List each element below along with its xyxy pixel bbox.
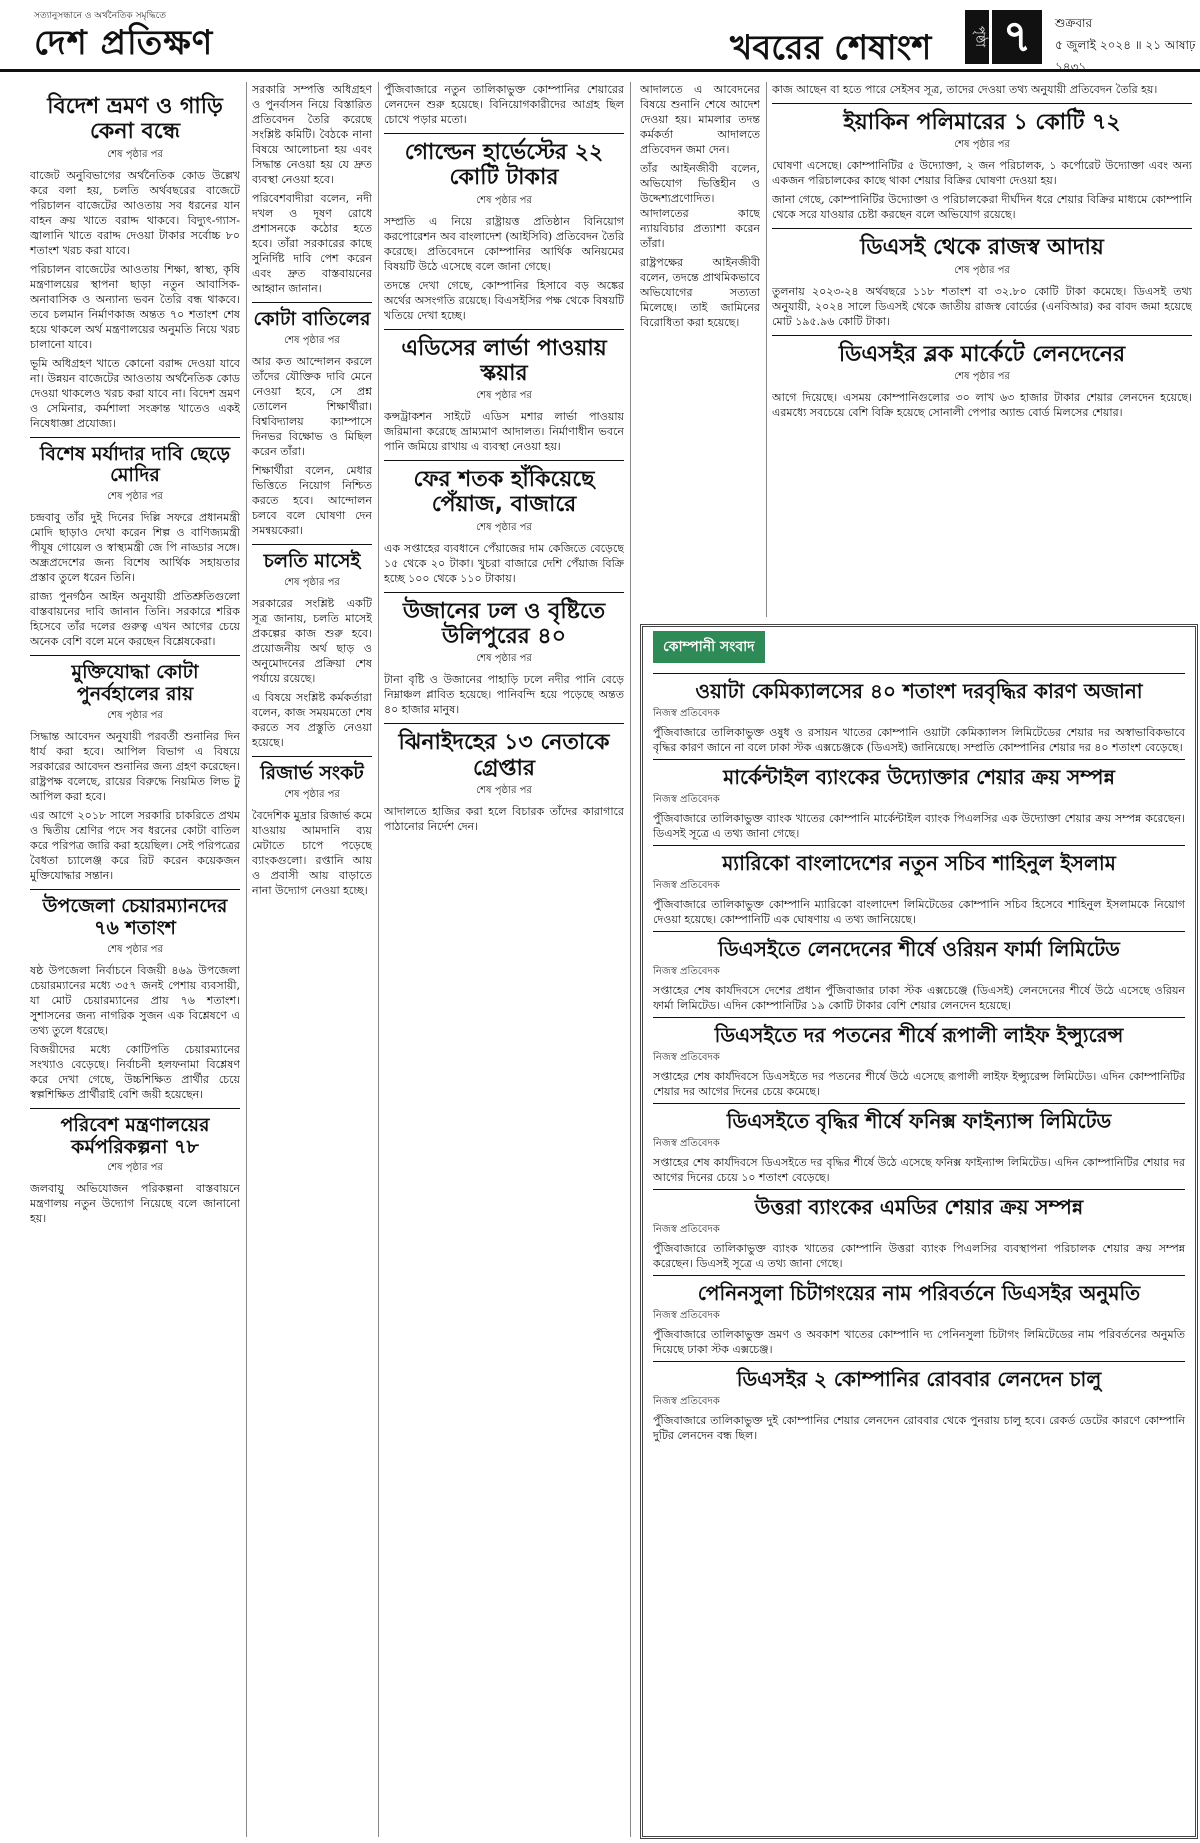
reporter-byline: নিজস্ব প্রতিবেদক [653,966,720,977]
company-news-body: সপ্তাহের শেষ কার্যদিবসে দেশের প্রধান পুঁজিবাজার ঢাকা স্টক এক্সচেঞ্জে (ডিএসই) লেনদেনের শীর্ষে উঠে এসেছে ওরিয়ন ফার্মা লিমিটেড। এদিন কোম্পানিটির ১৯ কোটি টাকার বেশি শেয়ার লেনদেন হয়েছে। [653,984,1185,1012]
article-paragraph: বিজয়ীদের মধ্যে কোটিপতি চেয়ারম্যানের সংখ্যাও বেড়েছে। নির্বাচনী হলফনামা বিশ্লেষণ করে দেখা গেছে, উচ্চশিক্ষিত প্রার্থীর চেয়ে স্বল্পশিক্ষিত প্রার্থীরাই বেশি জয়ী হয়েছেন। [30,1042,240,1101]
jump-line: শেষ পৃষ্ঠার পর [107,491,163,503]
headline-quota-abolition[interactable]: কোটা বাতিলের [252,302,372,331]
headline-this-month[interactable]: চলতি মাসেই [252,544,372,573]
jump-line: শেষ পৃষ্ঠার পর [476,390,532,402]
article-paragraph: পরিবেশবাদীরা বলেন, নদী দখল ও দূষণ রোধে প্রশাসনকে কঠোর হতে হবে। তাঁরা সরকারের কাছে সুনির্দিষ্ট দাবি পেশ করেন এবং দ্রুত বাস্তবায়নের আহ্বান জানান। [252,192,372,295]
reporter-byline: নিজস্ব প্রতিবেদক [653,1138,720,1149]
headline-reserve-crisis[interactable]: রিজার্ভ সংকট [252,756,372,785]
article-paragraph: কাজ আছেন বা হতে পারে সেইসব সূত্র, তাদের দেওয়া তথ্য অনুযায়ী প্রতিবেদন তৈরি হয়। [772,83,1158,96]
masthead [0,0,1200,72]
article-paragraph: বাজেট অনুবিভাগের অর্থনৈতিক কোড উল্লেখ করে বলা হয়, চলতি অর্থবছরের বাজেটে পরিচালন বাজেটের আওতায় সব ধরনের যান বাহন ক্রয় খাতে বরাদ্দ থাকবে। বিদ্যুৎ-গ্যাস-জ্বালানি খাতে বরাদ্দ দেওয়া টাকার সর্বোচ্চ ৮০ শতাংশ খরচ করা যাবে। [30,168,240,257]
reporter-byline: নিজস্ব প্রতিবেদক [653,880,720,891]
headline-aedes-larvae[interactable]: এডিসের লার্ভা পাওয়ায় স্কয়ার [384,329,624,387]
issue-date-text: ৫ জুলাই ২০২৪ ॥ ২১ আষাঢ় ১৪৩১ [1055,38,1196,74]
headline-onion-price[interactable]: ফের শতক হাঁকিয়েছে পেঁয়াজ, বাজারে [384,460,624,518]
article-paragraph: ষষ্ঠ উপজেলা নির্বাচনে বিজয়ী ৪৬৯ উপজেলা চেয়ারম্যানের মধ্যে ৩৫৭ জনই পেশায় ব্যবসায়ী, যা মোট চেয়ারম্যানের প্রায় ৭৬ শতাংশ। সুশাসনের জন্য নাগরিক সুজন এক বিশ্লেষণে এ তথ্য তুলে ধরেছে। [30,963,240,1037]
company-news-headline[interactable]: ডিএসইর ২ কোম্পানির রোববার লেনদেন চালু [653,1361,1185,1392]
reporter-byline: নিজস্ব প্রতিবেদক [653,1052,720,1063]
company-news-headline[interactable]: ম্যারিকো বাংলাদেশের নতুন সচিব শাহিনুল ইসলাম [653,845,1185,876]
headline-golden-harvest[interactable]: গোল্ডেন হার্ভেস্টের ২২ কোটি টাকার [384,133,624,191]
reporter-byline: নিজস্ব প্রতিবেদক [653,794,720,805]
jump-line: শেষ পৃষ্ঠার পর [284,334,340,346]
reporter-byline: নিজস্ব প্রতিবেদক [653,1396,720,1407]
article-paragraph: সরকারের সংশ্লিষ্ট একটি সূত্র জানায়, চলতি মাসেই প্রকল্পের কাজ শুরু হবে। প্রয়োজনীয় অর্থ ছাড় ও অনুমোদনের প্রক্রিয়া শেষ পর্যায়ে রয়েছে। [252,596,372,685]
jump-line: শেষ পৃষ্ঠার পর [284,788,340,800]
jump-line: শেষ পৃষ্ঠার পর [476,653,532,665]
column-5 [772,82,1192,617]
brand [34,8,213,63]
article-paragraph: টানা বৃষ্টি ও উজানের পাহাড়ি ঢলে নদীর পানি বেড়ে নিম্নাঞ্চল প্লাবিত হয়েছে। পানিবন্দি হয়ে পড়েছে অন্তত ৪০ হাজার মানুষ। [384,673,624,717]
headline-dse-block-market[interactable]: ডিএসইর ব্লক মার্কেটে লেনদেনের [772,335,1192,367]
headline-upazila-chairmen[interactable]: উপজেলা চেয়ারম্যানদের ৭৬ শতাংশ [30,889,240,940]
jump-line: শেষ পৃষ্ঠার পর [107,943,163,955]
newspaper-logo[interactable]: দেশ প্রতিক্ষণ [34,23,214,63]
company-news-headline[interactable]: মার্কেন্টাইল ব্যাংকের উদ্যোক্তার শেয়ার ক্রয় সম্পন্ন [653,759,1185,790]
headline-quota-verdict[interactable]: মুক্তিযোদ্ধা কোটা পুনর্বহালের রায় [30,655,240,706]
article-paragraph: জলবায়ু অভিযোজন পরিকল্পনা বাস্তবায়নে মন্ত্রণালয় নতুন উদ্যোগ নিয়েছে বলে জানানো হয়। [30,1182,240,1226]
article-paragraph: পুঁজিবাজারে নতুন তালিকাভুক্ত কোম্পানির শেয়ারের লেনদেন শুরু হয়েছে। বিনিয়োগকারীদের আগ্রহ ছিল চোখে পড়ার মতো। [384,83,624,126]
company-news-label: কোম্পানী সংবাদ [653,631,765,663]
company-news-headline[interactable]: ওয়াটা কেমিক্যালসের ৪০ শতাংশ দরবৃদ্ধির কারণ অজানা [653,673,1185,704]
headline-dse-revenue[interactable]: ডিএসই থেকে রাজস্ব আদায় [772,228,1192,260]
company-news-headline[interactable]: ডিএসইতে দর পতনের শীর্ষে রূপালী লাইফ ইন্স্যুরেন্স [653,1017,1185,1048]
company-news-body: সপ্তাহের শেষ কার্যদিবসে ডিএসইতে দর বৃদ্ধির শীর্ষে উঠে এসেছে ফনিক্স ফাইন্যান্স লিমিটেড। এদিন কোম্পানিটির শেয়ার দর আগের দিনের চেয়ে ১০ শতাংশ বেড়েছে। [653,1156,1185,1184]
jump-line: শেষ পৃষ্ঠার পর [476,194,532,206]
headline-ulipur-flood[interactable]: উজানের ঢল ও বৃষ্টিতে উলিপুরের ৪০ [384,592,624,650]
article-paragraph: কন্সট্রাকশন সাইটে এডিস মশার লার্ভা পাওয়ায় জরিমানা করেছে ভ্রাম্যমাণ আদালত। নির্মাণাধীন ভবনে পানি জমিয়ে রাখায় এ ব্যবস্থা নেওয়া হয়। [384,410,624,454]
company-news-box [640,624,1198,1839]
section-title: খবরের শেষাংশ [730,28,932,68]
article-paragraph: সম্প্রতি এ নিয়ে রাষ্ট্রায়ত্ত প্রতিষ্ঠান বিনিয়োগ করপোরেশন অব বাংলাদেশ (আইসিবি) প্রতিবেদন তৈরি করেছে। প্রতিবেদনে কোম্পানির আর্থিক অনিয়মের বিষয়টি উঠে এসেছে বলে জানা গেছে। [384,214,624,273]
article-paragraph: আদালতে হাজির করা হলে বিচারক তাঁদের কারাগারে পাঠানোর নির্দেশ দেন। [384,804,624,833]
headline-yakin-polymer[interactable]: ইয়াকিন পলিমারের ১ কোটি ৭২ [772,103,1192,135]
column-divider [246,82,247,1837]
jump-line: শেষ পৃষ্ঠার পর [954,370,1010,382]
company-news-headline[interactable]: উত্তরা ব্যাংকের এমডির শেয়ার ক্রয় সম্পন্ন [653,1189,1185,1220]
page-label: পৃষ্ঠা [965,10,989,64]
article-paragraph: আদালতে এ আবেদনের বিষয়ে শুনানি শেষে আদেশ দেওয়া হয়। মামলার তদন্ত কর্মকর্তা আদালতে প্রতিবেদন জমা দেন। [640,83,760,156]
issue-date [1055,12,1200,78]
article-paragraph: এর আগে ২০১৮ সালে সরকারি চাকরিতে প্রথম ও দ্বিতীয় শ্রেণির পদে সব ধরনের কোটা বাতিল করে পরিপত্র জারি করা হয়েছিল। সেই পরিপত্রের বৈধতা চ্যালেঞ্জ করে রিট করেন কয়েকজন মুক্তিযোদ্ধার সন্তান। [30,808,240,882]
headline-environment-ministry[interactable]: পরিবেশ মন্ত্রণালয়ের কর্মপরিকল্পনা ৭৮ [30,1108,240,1159]
column-divider [630,82,631,1837]
company-news-body: পুঁজিবাজারে তালিকাভুক্ত ভ্রমণ ও অবকাশ খাতের কোম্পানি দ্য পেনিনসুলা চিটাগং লিমিটেডের নাম পরিবর্তনের অনুমতি দিয়েছে ঢাকা স্টক এক্সচেঞ্জ। [653,1328,1185,1356]
article-paragraph: বৈদেশিক মুদ্রার রিজার্ভ কমে যাওয়ায় আমদানি ব্যয় মেটাতে চাপে পড়েছে ব্যাংকগুলো। রপ্তানি আয় ও প্রবাসী আয় বাড়াতে নানা উদ্যোগ নেওয়া হচ্ছে। [252,808,372,897]
company-news-headline[interactable]: পেনিনসুলা চিটাগংয়ের নাম পরিবর্তনে ডিএসইর অনুমতি [653,1275,1185,1306]
article-paragraph: এক সপ্তাহের ব্যবধানে পেঁয়াজের দাম কেজিতে বেড়েছে ১৫ থেকে ২০ টাকা। খুচরা বাজারে দেশি পেঁয়াজ বিক্রি হচ্ছে ১০০ থেকে ১১০ টাকায়। [384,541,624,585]
article-paragraph: রাষ্ট্রপক্ষের আইনজীবী বলেন, তদন্তে প্রাথমিকভাবে অভিযোগের সত্যতা মিলেছে। তাই জামিনের বিরোধিতা করা হয়েছে। [640,256,760,329]
article-paragraph: সিদ্ধান্ত আবেদন অনুযায়ী পরবর্তী শুনানির দিন ধার্য করা হবে। আপিল বিভাগ এ বিষয়ে সরকারের আবেদন শুনানির জন্য গ্রহণ করেছেন। রাষ্ট্রপক্ষ বলেছে, রায়ের বিরুদ্ধে নিয়মিত লিভ টু আপিল করা হবে। [30,729,240,803]
article-paragraph: এ বিষয়ে সংশ্লিষ্ট কর্মকর্তারা বলেন, কাজ সময়মতো শেষ করতে সব প্রস্তুতি নেওয়া হয়েছে। [252,690,372,749]
jump-line: শেষ পৃষ্ঠার পর [954,139,1010,151]
article-paragraph: আগে দিয়েছে। এসময় কোম্পানিগুলোর ৩০ লাখ ৬৩ হাজার টাকার শেয়ার লেনদেন হয়েছে। এরমধ্যে সবচেয়ে বেশি বিক্রি হয়েছে সোনালী পেপার অ্যান্ড বোর্ড মিলসের শেয়ার। [772,390,1192,419]
column-1 [30,82,240,1837]
headline-foreign-travel[interactable]: বিদেশ ভ্রমণ ও গাড়ি কেনা বন্ধে [47,94,223,145]
company-news-body: পুঁজিবাজারে তালিকাভুক্ত ওষুধ ও রসায়ন খাতের কোম্পানি ওয়াটা কেমিক্যালস লিমিটেডের শেয়ার দর অস্বাভাবিকভাবে বৃদ্ধির কারণ জানে না বলে ঢাকা স্টক এক্সচেঞ্জকে (ডিএসই) জানিয়েছে। সম্প্রতি কোম্পানির শেয়ার দর ৪০ শতাংশ বেড়েছে। [653,726,1185,754]
issue-day: শুক্রবার [1055,16,1093,30]
column-3 [384,82,624,1837]
article-paragraph: শিক্ষার্থীরা বলেন, মেধার ভিত্তিতে নিয়োগ নিশ্চিত করতে হবে। আন্দোলন চলবে বলে ঘোষণা দেন সমন্বয়কেরা। [252,463,372,537]
jump-line: শেষ পৃষ্ঠার পর [954,264,1010,276]
column-4 [640,82,760,617]
article-paragraph: আর কত আন্দোলন করলে তাঁদের যৌক্তিক দাবি মেনে নেওয়া হবে, সে প্রশ্ন তোলেন শিক্ষার্থীরা। বিশ্ববিদ্যালয় ক্যাম্পাসে দিনভর বিক্ষোভ ও মিছিল করেন তাঁরা। [252,354,372,458]
jump-line: শেষ পৃষ্ঠার পর [107,148,163,160]
jump-line: শেষ পৃষ্ঠার পর [107,1162,163,1174]
tagline: সত্যানুসন্ধানে ও অর্থনৈতিক সমৃদ্ধিতে [34,11,167,21]
article-paragraph: রাজ্য পুনর্গঠন আইন অনুযায়ী প্রতিশ্রুতিগুলো বাস্তবায়নের দাবি জানান তিনি। সরকারে শরিক হিসেবে তাঁর দলের গুরুত্ব এখন আগের চেয়ে অনেক বেশি বলে মনে করছেন বিশ্লেষকেরা। [30,590,240,649]
column-divider [378,82,379,1837]
company-news-body: পুঁজিবাজারে তালিকাভুক্ত ব্যাংক খাতের কোম্পানি মার্কেন্টাইল ব্যাংক পিএলসির এক উদ্যোক্তা শেয়ার ক্রয় সম্পন্ন করেছেন। ডিএসই সূত্রে এ তথ্য জানা গেছে। [653,812,1185,840]
reporter-byline: নিজস্ব প্রতিবেদক [653,1224,720,1235]
company-news-body: পুঁজিবাজারে তালিকাভুক্ত কোম্পানি ম্যারিকো বাংলাদেশ লিমিটেডের কোম্পানি সচিব হিসেবে শাহিনুল ইসলামকে নিয়োগ দেওয়া হয়েছে। কোম্পানিটি এক ঘোষণায় এ তথ্য জানিয়েছে। [653,898,1185,926]
company-news-headline[interactable]: ডিএসইতে বৃদ্ধির শীর্ষে ফনিক্স ফাইন্যান্স লিমিটেড [653,1103,1185,1134]
article-paragraph: তাঁর আইনজীবী বলেন, অভিযোগ ভিত্তিহীন ও উদ্দেশ্যপ্রণোদিত। আদালতের কাছে ন্যায়বিচার প্রত্যাশা করেন তাঁরা। [640,162,760,250]
jump-line: শেষ পৃষ্ঠার পর [107,709,163,721]
jump-line: শেষ পৃষ্ঠার পর [284,576,340,588]
jump-line: শেষ পৃষ্ঠার পর [476,784,532,796]
headline-special-status[interactable]: বিশেষ মর্যাদার দাবি ছেড়ে মোদির [30,437,240,488]
column-2 [252,82,372,1837]
article-paragraph: সরকারি সম্পত্তি অধিগ্রহণ ও পুনর্বাসন নিয়ে বিস্তারিত প্রতিবেদন তৈরি করেছে সংশ্লিষ্ট কমিটি। বৈঠকে নানা বিষয়ে আলোচনা হয় এবং সিদ্ধান্ত নেওয়া হয় যে দ্রুত ব্যবস্থা নেওয়া হবে। [252,83,372,186]
headline-jhenaidah-arrest[interactable]: ঝিনাইদহের ১৩ নেতাকে গ্রেপ্তার [384,723,624,781]
article-paragraph: তদন্তে দেখা গেছে, কোম্পানির হিসাবে বড় অঙ্কের অর্থের অসংগতি রয়েছে। বিএসইসির পক্ষ থেকে বিষয়টি খতিয়ে দেখা হচ্ছে। [384,278,624,322]
reporter-byline: নিজস্ব প্রতিবেদক [653,708,720,719]
article-paragraph: তুলনায় ২০২৩-২৪ অর্থবছরে ১১৮ শতাংশ বা ৩২.৮০ কোটি টাকা কমেছে। ডিএসই তথ্য অনুযায়ী, ২০২৪ সালে ডিএসই থেকে জাতীয় রাজস্ব বোর্ডের (এনবিআর) কর বাবদ জমা হয়েছে মোট ১৯৫.৯৬ কোটি টাকা। [772,284,1192,328]
article-paragraph: চন্দ্রবাবু তাঁর দুই দিনের দিল্লি সফরে প্রধানমন্ত্রী মোদি ছাড়াও দেখা করেন শিল্প ও বাণিজ্যমন্ত্রী পীযূষ গোয়েল ও স্বাস্থ্যমন্ত্রী জে পি নাড্ডার সঙ্গে। অন্ধ্রপ্রদেশের জন্য বিশেষ আর্থিক সহায়তার প্রস্তাব তুলে ধরেন তিনি। [30,511,240,585]
reporter-byline: নিজস্ব প্রতিবেদক [653,1310,720,1321]
jump-line: শেষ পৃষ্ঠার পর [476,521,532,533]
page-number: ৭ [992,10,1042,64]
article-paragraph: ভূমি অধিগ্রহণ খাতে কোনো বরাদ্দ দেওয়া যাবে না। উন্নয়ন বাজেটের আওতায় অর্থনৈতিক কোড দেওয়া থাকলেও খরচ করা যাবে না। বিদেশ ভ্রমণ ও সেমিনার, কর্মশালা সংক্রান্ত খাতেও একই নিষেধাজ্ঞা প্রযোজ্য। [30,356,240,430]
article-paragraph: পরিচালন বাজেটের আওতায় শিক্ষা, স্বাস্থ্য, কৃষি মন্ত্রণালয়ের স্থাপনা ছাড়া নতুন আবাসিক-অনাবাসিক ও অন্যান্য ভবন তৈরি বন্ধ থাকবে। তবে চলমান নির্মাণকাজ অন্তত ৭০ শতাংশ শেষ হয়ে থাকলে অর্থ মন্ত্রণালয়ের অনুমতি নিয়ে খরচ চালানো যাবে। [30,262,240,351]
company-news-body: পুঁজিবাজারে তালিকাভুক্ত দুই কোম্পানির শেয়ার লেনদেন রোববার থেকে পুনরায় চালু হবে। রেকর্ড ডেটের কারণে কোম্পানি দুটির লেনদেন বন্ধ ছিল। [653,1414,1185,1442]
column-divider [766,82,767,617]
company-news-body: পুঁজিবাজারে তালিকাভুক্ত ব্যাংক খাতের কোম্পানি উত্তরা ব্যাংক পিএলসির ব্যবস্থাপনা পরিচালক শেয়ার ক্রয় সম্পন্ন করেছেন। ডিএসই সূত্রে এ তথ্য জানা গেছে। [653,1242,1185,1270]
article-paragraph: ঘোষণা এসেছে। কোম্পানিটির ৫ উদ্যোক্তা, ২ জন পরিচালক, ১ কর্পোরেট উদ্যোক্তা এবং অন্য একজন পরিচালকের কাছে থাকা শেয়ার বিক্রির ঘোষণা দেওয়া হয়। [772,159,1192,188]
company-news-body: সপ্তাহের শেষ কার্যদিবসে ডিএসইতে দর পতনের শীর্ষে উঠে এসেছে রূপালী লাইফ ইন্স্যুরেন্স লিমিটেড। এদিন কোম্পানিটির শেয়ার দর আগের দিনের চেয়ে কমেছে। [653,1070,1185,1098]
company-news-list [653,673,1185,1443]
company-news-headline[interactable]: ডিএসইতে লেনদেনের শীর্ষে ওরিয়ন ফার্মা লিমিটেড [653,931,1185,962]
article-paragraph: জানা গেছে, কোম্পানিটির উদ্যোক্তা ও পরিচালকেরা দীর্ঘদিন ধরে শেয়ার বিক্রির মাধ্যমে কোম্পানি থেকে সরে যাওয়ার চেষ্টা করছেন বলে অভিযোগ রয়েছে। [772,193,1192,222]
